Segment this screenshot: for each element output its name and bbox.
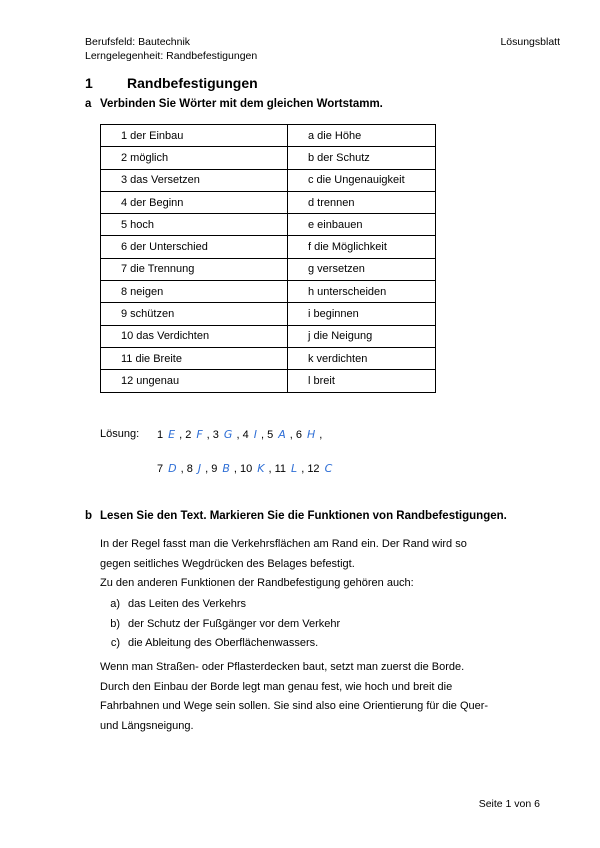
list-text: das Leiten des Verkehrs (128, 598, 247, 610)
solution-number: 9 (211, 463, 218, 475)
list-marker: b) (110, 617, 120, 630)
word-right-cell: i beginnen (288, 303, 436, 325)
table-row (101, 370, 436, 392)
word-left-cell: 10 das Verdichten (101, 325, 288, 347)
word-left-cell: 8 neigen (101, 281, 288, 303)
word-right-cell: g versetzen (288, 258, 436, 280)
table-row (101, 303, 436, 325)
header-left (85, 35, 257, 63)
list-text: die Ableitung des Oberflächenwassers. (128, 637, 319, 649)
word-right-cell: j die Neigung (288, 325, 436, 347)
solution-number: 3 (212, 429, 219, 441)
word-right-cell: k verdichten (288, 347, 436, 369)
word-right-cell: h unterscheiden (288, 281, 436, 303)
text-line: Zu den anderen Funktionen der Randbefestigung gehören auch: (100, 577, 414, 589)
text-line: Durch den Einbau der Borde legt man genau fest, wie hoch und breit die (100, 680, 453, 693)
solution-number: 7 (157, 463, 164, 475)
table-row (101, 169, 436, 191)
text-line: Wenn man Straßen- oder Pflasterdecken baut, setzt man zuerst die Borde. (100, 661, 465, 673)
table-row (101, 214, 436, 236)
solution-number: 5 (267, 429, 274, 441)
word-right-cell: d trennen (288, 191, 436, 213)
word-left-cell: 9 schützen (101, 303, 288, 325)
text-line: In der Regel fasst man die Verkehrsflächen am Rand ein. Der Rand wird so (100, 538, 467, 550)
solution-number: 6 (295, 429, 302, 441)
table-row (101, 147, 436, 169)
solution-label: Lösung: (100, 428, 140, 440)
solution-number: 2 (185, 429, 192, 441)
solution-number: 8 (186, 463, 193, 475)
task-a-letter: a (85, 98, 92, 110)
word-left-cell: 11 die Breite (101, 347, 288, 369)
table-row (101, 191, 436, 213)
list-item (100, 595, 340, 615)
handwritten-answer: F (196, 428, 203, 441)
page-number: Seite 1 von 6 (478, 798, 540, 810)
section-title: Randbefestigungen (127, 75, 258, 91)
word-right-cell: b der Schutz (288, 147, 436, 169)
solution-number: 1 (157, 429, 164, 441)
header-field: Berufsfeld: Bautechnik (85, 36, 191, 48)
table-row (101, 325, 436, 347)
word-left-cell: 1 der Einbau (101, 125, 288, 147)
word-right-cell: c die Ungenauigkeit (288, 169, 436, 191)
word-right-cell: e einbauen (288, 214, 436, 236)
section-number: 1 (85, 75, 93, 91)
list-text: der Schutz der Fußgänger vor dem Verkehr (128, 617, 341, 630)
table-row (101, 125, 436, 147)
table-row (101, 347, 436, 369)
table-row (101, 281, 436, 303)
handwritten-answer: C (324, 462, 333, 475)
text-line: Fahrbahnen und Wege sein sollen. Sie sind also eine Orientierung für die Quer- (100, 700, 489, 712)
handwritten-answer: G (223, 428, 233, 441)
word-right-cell: a die Höhe (288, 125, 436, 147)
word-left-cell: 3 das Versetzen (101, 169, 288, 191)
handwritten-answer: E (168, 428, 176, 441)
matching-table (100, 124, 436, 393)
word-left-cell: 4 der Beginn (101, 191, 288, 213)
word-left-cell: 12 ungenau (101, 370, 288, 392)
task-b-letter: b (85, 510, 93, 522)
handwritten-answer: A (278, 428, 286, 441)
handwritten-answer: K (257, 462, 265, 475)
task-b-instruction: Lesen Sie den Text. Markieren Sie die Funktionen von Randbefestigungen. (100, 510, 507, 522)
header-occasion: Lerngelegenheit: Randbefestigungen (85, 50, 258, 62)
task-a-instruction: Verbinden Sie Wörter mit dem gleichen Wortstamm. (100, 98, 383, 110)
solution-number: 4 (242, 429, 249, 441)
word-left-cell: 2 möglich (101, 147, 288, 169)
list-item (100, 615, 340, 635)
handwritten-answer: H (306, 428, 316, 441)
handwritten-answer: L (291, 462, 298, 475)
word-left-cell: 7 die Trennung (101, 258, 288, 280)
text-line: gegen seitliches Wegdrücken des Belages befestigt. (100, 557, 355, 570)
solution-line-1: 1 E , 2 F , 3 G , 4 I , 5 A , 6 H , (157, 428, 323, 441)
solution-number: 10 (240, 463, 253, 475)
list-marker: a) (110, 598, 120, 610)
text-paragraph-1 (100, 535, 540, 594)
text-line: und Längsneigung. (100, 719, 194, 732)
table-row (101, 236, 436, 258)
header-sheet-type: Lösungsblatt (500, 36, 560, 48)
word-right-cell: l breit (288, 370, 436, 392)
word-left-cell: 5 hoch (101, 214, 288, 236)
list-marker: c) (110, 637, 120, 649)
word-right-cell: f die Möglichkeit (288, 236, 436, 258)
solution-number: 12 (307, 463, 320, 475)
handwritten-answer: J (197, 462, 202, 475)
text-paragraph-2 (100, 658, 540, 736)
table-row (101, 258, 436, 280)
solution-line-2: 7 D , 8 J , 9 B , 10 K , 11 L , 12 C (157, 462, 333, 475)
handwritten-answer: D (168, 462, 177, 475)
list-item (100, 634, 340, 654)
handwritten-answer: I (253, 428, 257, 441)
functions-list (100, 595, 340, 654)
word-left-cell: 6 der Unterschied (101, 236, 288, 258)
handwritten-answer: B (222, 462, 230, 475)
solution-number: 11 (274, 463, 287, 475)
